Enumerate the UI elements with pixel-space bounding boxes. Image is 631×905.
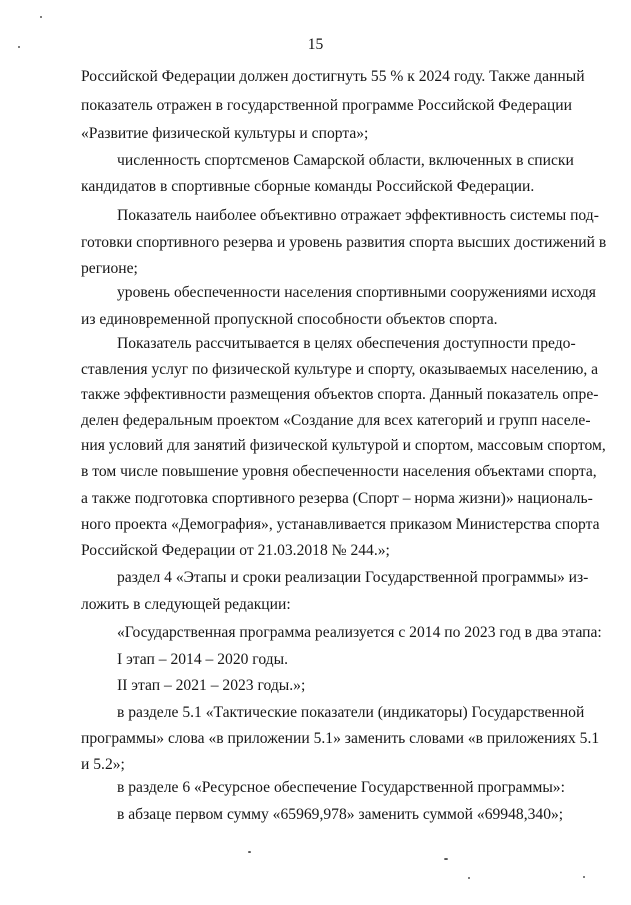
scan-speck <box>18 46 20 48</box>
text-line: делен федеральным проектом «Создание для всех категорий и групп населе- <box>81 412 591 429</box>
text-line: уровень обеспеченности населения спортивными сооружениями исходя <box>117 284 596 301</box>
text-line: «Развитие физической культуры и спорта»; <box>81 125 369 142</box>
text-line: готовки спортивного резерва и уровень развития спорта высших достижений в <box>81 234 607 251</box>
text-line: в абзаце первом сумму «65969,978» заменить суммой «69948,340»; <box>117 806 564 823</box>
text-line: Показатель рассчитывается в целях обеспечения доступности предо- <box>117 335 576 352</box>
text-line: II этап – 2021 – 2023 годы.»; <box>117 677 306 694</box>
scan-speck <box>40 16 42 18</box>
text-line: ния условий для занятий физической культурой и спортом, массовым спортом, <box>81 437 606 454</box>
scan-speck <box>583 876 585 878</box>
text-line: раздел 4 «Этапы и сроки реализации Государственной программы» из- <box>117 569 589 586</box>
text-line: а также подготовка спортивного резерва (Спорт – норма жизни)» националь- <box>81 490 593 507</box>
scan-speck <box>468 877 470 879</box>
text-line: Показатель наиболее объективно отражает эффективность системы под- <box>117 207 599 224</box>
scan-speck <box>444 858 448 860</box>
text-line: и 5.2»; <box>81 756 125 773</box>
text-line: показатель отражен в государственной программе Российской Федерации <box>81 97 572 114</box>
text-line: регионе; <box>81 260 138 277</box>
text-line: ного проекта «Демография», устанавливается приказом Министерства спорта <box>81 516 600 533</box>
text-line: Российской Федерации должен достигнуть 55 % к 2024 году. Также данный <box>81 68 585 85</box>
text-line: ложить в следующей редакции: <box>81 596 291 613</box>
text-line: «Государственная программа реализуется с 2014 по 2023 год в два этапа: <box>117 624 602 641</box>
text-line: I этап – 2014 – 2020 годы. <box>117 651 288 668</box>
text-line: программы» слова «в приложении 5.1» заменить словами «в приложениях 5.1 <box>81 730 600 747</box>
text-line: в разделе 5.1 «Тактические показатели (индикаторы) Государственной <box>117 704 585 721</box>
text-line: также эффективности размещения объектов спорта. Данный показатель опре- <box>81 386 599 403</box>
text-line: кандидатов в спортивные сборные команды Российской Федерации. <box>81 178 535 195</box>
page-number: 15 <box>307 36 324 53</box>
text-line: Российской Федерации от 21.03.2018 № 244.»; <box>81 542 390 559</box>
text-line: ставления услуг по физической культуре и спорту, оказываемых населению, а <box>81 361 599 378</box>
text-line: численность спортсменов Самарской области, включенных в списки <box>117 152 574 169</box>
scan-speck <box>248 851 251 853</box>
text-line: из единовременной пропускной способности объектов спорта. <box>81 311 498 328</box>
text-line: в том числе повышение уровня обеспеченности населения объектами спорта, <box>81 463 597 480</box>
text-line: в разделе 6 «Ресурсное обеспечение Государственной программы»: <box>117 779 565 796</box>
